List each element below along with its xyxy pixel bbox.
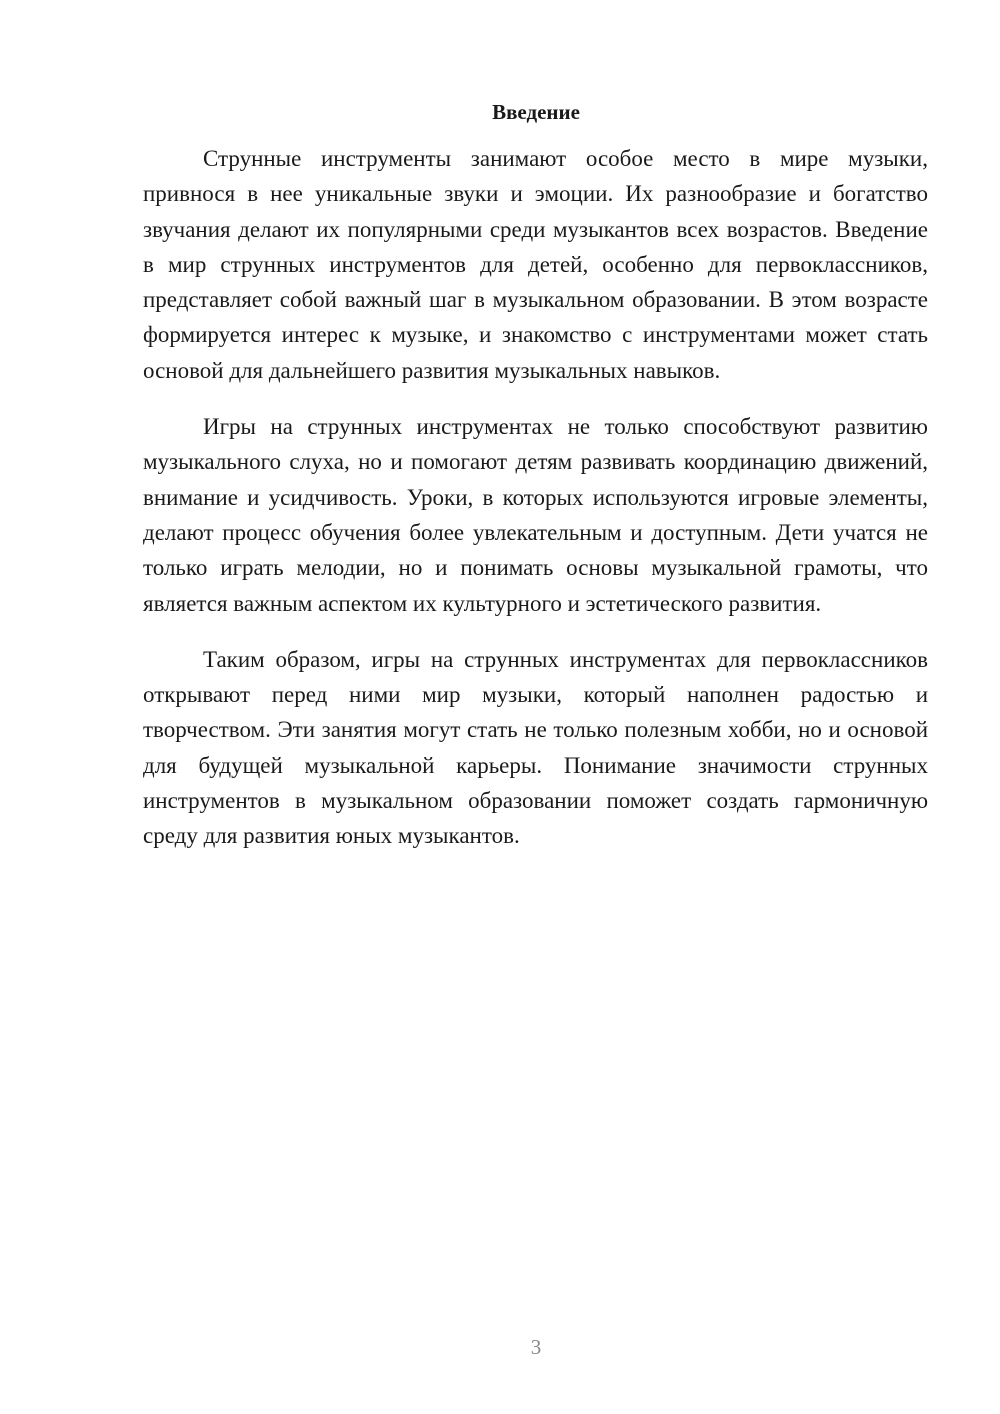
page-number: 3 (530, 1335, 542, 1359)
paragraph-2: Игры на струнных инструментах не только способствуют развитию музыкального слуха, но и помогают детям развивать координацию движений, внимание и усидчивость. Уроки, в которых используются игровые элементы, делают процесс обучения более увлекательным и доступным. Дети учатся не только играть мелодии, но и понимать основы музыкальной грамоты, что является важным аспектом их культурного и эстетического развития. (143, 414, 928, 616)
body-text (143, 141, 928, 875)
paragraph-1: Струнные инструменты занимают особое место в мире музыки, привнося в нее уникальные звуки и эмоции. Их разнообразие и богатство звучания делают их популярными среди музыкантов всех возрастов. Введение в мир струнных инструментов для детей, особенно для первоклассников, представляет собой важный шаг в музыкальном образовании. В этом возрасте формируется интерес к музыке, и знакомство с инструментами может стать основой для дальнейшего развития музыкальных навыков. (143, 146, 928, 383)
paragraph-3: Таким образом, игры на струнных инструментах для первоклассников открывают перед ними мир музыки, который наполнен радостью и творчеством. Эти занятия могут стать не только полезным хобби, но и основой для будущей музыкальной карьеры. Понимание значимости струнных инструментов в музыкальном образовании поможет создать гармоничную среду для развития юных музыкантов. (143, 646, 928, 849)
section-heading: Введение (492, 100, 580, 124)
